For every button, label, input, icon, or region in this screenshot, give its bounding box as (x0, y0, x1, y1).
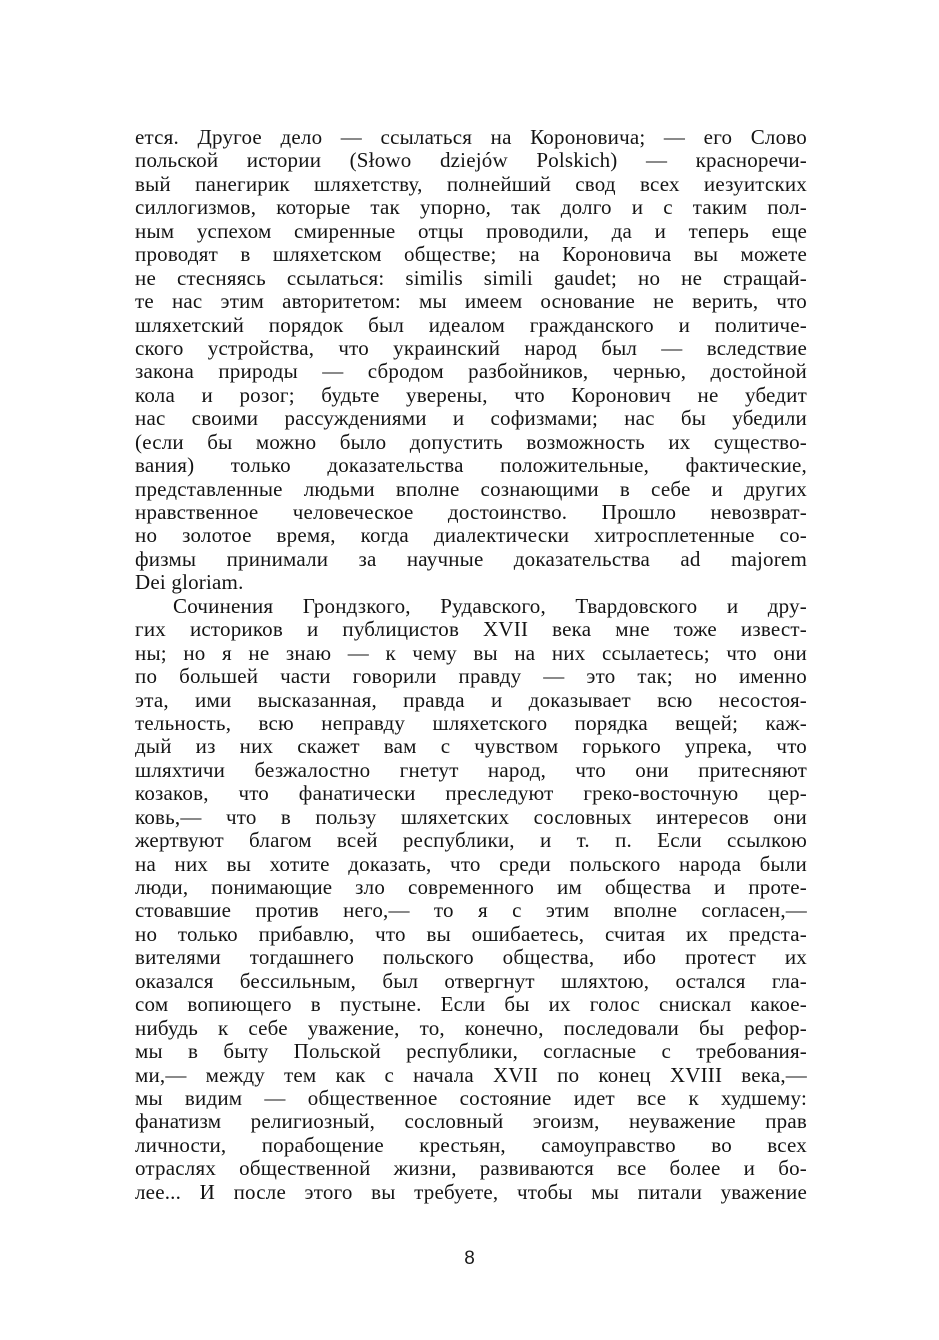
text-line: гих историков и публицистов XVII века мне тоже извест- (135, 617, 807, 642)
text-line: ковь,— что в пользу шляхетских сословных интересов они (135, 804, 807, 829)
text-line: на них вы хотите доказать, что среди польского народа были (135, 851, 807, 876)
text-line: шляхтичи безжалостно гнетут народ, что они притесняют (135, 757, 807, 782)
text-line: нравственное человеческое достоинство. Прошло невозврат- (135, 500, 807, 524)
text-line: козаков, что фанатически преследуют греко-восточную цер- (135, 781, 807, 806)
text-line: мы видим — общественное состояние идет все к худшему: (135, 1085, 807, 1110)
text-line: закона природы — сбродом разбойников, чернью, достойной (135, 359, 807, 384)
paragraph-end-line: Dei gloriam. (135, 570, 244, 595)
text-line: проводят в шляхетском обществе; на Короновича вы можете (135, 242, 807, 267)
text-line: ми,— между тем как с начала XVII по конец XVIII века,— (135, 1062, 807, 1087)
text-line: ского устройства, что украинский народ был — вследствие (135, 335, 807, 360)
text-line: те нас этим авторитетом: мы имеем основание не верить, что (135, 289, 807, 314)
text-line: по большей части говорили правду — это так; но именно (135, 664, 807, 689)
text-line: представленные людьми вполне сознающими в себе и других (135, 476, 807, 501)
text-line: мы в быту Польской республики, согласные с требования- (135, 1039, 807, 1064)
text-line: но только прибавлю, что вы ошибаетесь, считая их предста- (135, 921, 807, 946)
text-line: эта, ими высказанная, правда и доказывает всю несостоя- (135, 687, 807, 712)
text-line: тельность, всю неправду шляхетского порядка вещей; каж- (135, 710, 807, 735)
text-line: нибудь к себе уважение, то, конечно, последовали бы рефор- (135, 1015, 807, 1040)
text-line: кола и розог; будьте уверены, что Коронович не убедит (135, 382, 807, 407)
text-line: личности, порабощение крестьян, самоуправство во всех (135, 1132, 807, 1157)
text-line: силлогизмов, которые так упорно, так долго и с таким пол- (135, 195, 807, 220)
text-line: шляхетский порядок был идеалом гражданского и политиче- (135, 312, 807, 337)
text-line: сом вопиющего в пустыне. Если бы их голос снискал какое- (135, 992, 807, 1017)
text-line: люди, понимающие зло современного им общества и проте- (135, 875, 807, 899)
text-line: (если бы можно было допустить возможность их существо- (135, 429, 807, 454)
text-line: нас своими рассуждениями и софизмами; нас бы убедили (135, 406, 807, 431)
text-line: лее... И после этого вы требуете, чтобы мы питали уважение (135, 1179, 807, 1204)
body-text (135, 126, 807, 1204)
text-line: польской истории (Słowo dziejów Polskich) — красноречи- (135, 148, 807, 173)
text-line: дый из них скажет вам с чувством горького упрека, что (135, 734, 807, 759)
text-line: отраслях общественной жизни, развиваются все более и бо- (135, 1156, 807, 1181)
page-number: 8 (464, 1248, 475, 1269)
text-line: но золотое время, когда диалектически хитросплетенные со- (135, 523, 807, 548)
text-line: стовавшие против него,— то я с этим вполне согласен,— (135, 898, 807, 923)
text-line: ны; но я не знаю — к чему вы на них ссылаетесь; что они (135, 640, 807, 665)
text-line: жертвуют благом всей республики, и т. п. Если ссылкою (135, 828, 807, 853)
text-line: фанатизм религиозный, сословный эгоизм, неуважение прав (135, 1109, 807, 1134)
text-line: вый панегирик шляхетству, полнейший свод всех иезуитских (135, 171, 807, 196)
paragraph-first-line: Сочинения Грондзкого, Рудавского, Твардовского и дру- (173, 593, 807, 618)
text-line: не стесняясь ссылаться: similis simili gaudet; но не стращай- (135, 265, 807, 290)
text-line: ется. Другое дело — ссылаться на Короновича; — его Слово (135, 125, 807, 149)
text-line: вителями тогдашнего польского общества, ибо протест их (135, 945, 807, 970)
text-line: вания) только доказательства положительные, фактические, (135, 453, 807, 478)
text-line: оказался бессильным, был отвергнут шляхтою, остался гла- (135, 968, 807, 993)
text-line: ным успехом смиренные отцы проводили, да и теперь еще (135, 218, 807, 243)
text-line: физмы принимали за научные доказательства ad majorem (135, 546, 807, 571)
